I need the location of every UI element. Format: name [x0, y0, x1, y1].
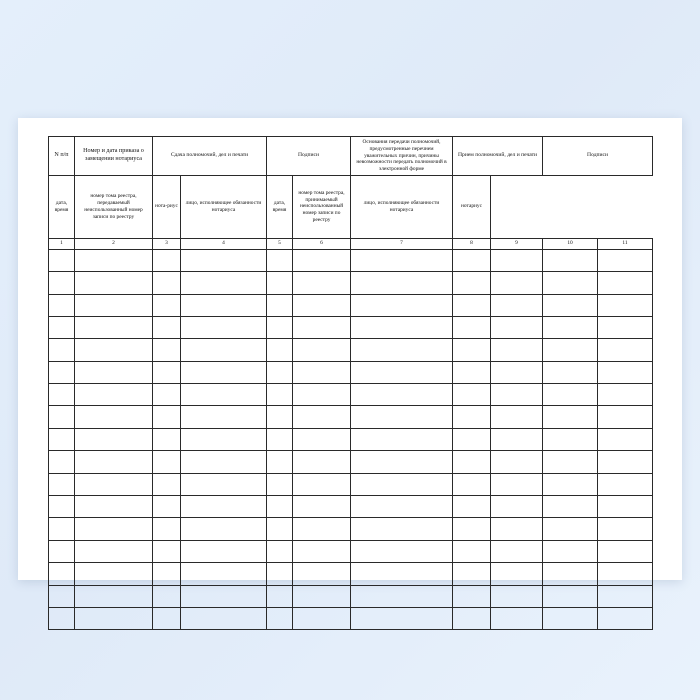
table-cell-col-2[interactable]: [75, 540, 153, 562]
document-sheet: [18, 118, 682, 580]
table-cell-col-6[interactable]: [293, 473, 351, 495]
table-cell-col-3[interactable]: [153, 518, 181, 540]
table-cell-col-1[interactable]: [49, 384, 75, 406]
table-cell-col-4[interactable]: [181, 608, 267, 630]
table-cell-col-1[interactable]: [49, 316, 75, 338]
table-cell-col-2[interactable]: [75, 473, 153, 495]
table-cell-col-7[interactable]: [351, 451, 453, 473]
table-row[interactable]: [49, 585, 653, 607]
table-cell-col-7[interactable]: [351, 428, 453, 450]
table-cell-col-8[interactable]: [453, 540, 491, 562]
table-cell-col-8[interactable]: [453, 428, 491, 450]
table-cell-col-1[interactable]: [49, 608, 75, 630]
table-cell-col-2[interactable]: [75, 339, 153, 361]
col-title-8: дата, время: [267, 175, 293, 238]
table-cell-col-9[interactable]: [491, 339, 543, 361]
table-cell-col-8[interactable]: [453, 316, 491, 338]
table-cell-col-6[interactable]: [293, 451, 351, 473]
table-cell-col-3[interactable]: [153, 339, 181, 361]
table-row[interactable]: [49, 361, 653, 383]
table-cell-col-6[interactable]: [293, 563, 351, 585]
table-cell-col-3[interactable]: [153, 473, 181, 495]
col-title-11: нотариус: [453, 175, 491, 238]
table-cell-col-2[interactable]: [75, 361, 153, 383]
table-cell-col-2[interactable]: [75, 608, 153, 630]
table-cell-col-11[interactable]: [598, 540, 653, 562]
table-cell-col-3[interactable]: [153, 361, 181, 383]
table-cell-col-2[interactable]: [75, 249, 153, 271]
col-number-5: 5: [267, 238, 293, 249]
table-cell-col-3[interactable]: [153, 384, 181, 406]
table-cell-col-1[interactable]: [49, 428, 75, 450]
table-cell-col-4[interactable]: [181, 585, 267, 607]
table-cell-col-10[interactable]: [543, 428, 598, 450]
table-cell-col-7[interactable]: [351, 339, 453, 361]
table-cell-col-4[interactable]: [181, 428, 267, 450]
table-cell-col-2[interactable]: [75, 406, 153, 428]
table-cell-col-9[interactable]: [491, 406, 543, 428]
table-cell-col-11[interactable]: [598, 518, 653, 540]
table-cell-col-9[interactable]: [491, 451, 543, 473]
table-cell-col-3[interactable]: [153, 608, 181, 630]
journal-table: [48, 136, 653, 630]
table-cell-col-1[interactable]: [49, 361, 75, 383]
table-cell-col-9[interactable]: [491, 249, 543, 271]
table-cell-col-6[interactable]: [293, 294, 351, 316]
table-cell-col-2[interactable]: [75, 563, 153, 585]
table-cell-col-7[interactable]: [351, 518, 453, 540]
table-cell-col-1[interactable]: [49, 339, 75, 361]
table-cell-col-5[interactable]: [267, 473, 293, 495]
table-cell-col-7[interactable]: [351, 361, 453, 383]
group-header-grounds: Основания передачи полномочий, предусмотренные перечнем уважительных причин, причины невозможности передать полномочий в электронной форме: [351, 137, 453, 176]
table-cell-col-5[interactable]: [267, 316, 293, 338]
column-titles-row: [49, 175, 653, 238]
table-cell-col-10[interactable]: [543, 540, 598, 562]
table-cell-col-3[interactable]: [153, 451, 181, 473]
table-cell-col-3[interactable]: [153, 428, 181, 450]
table-cell-col-10[interactable]: [543, 473, 598, 495]
table-row[interactable]: [49, 384, 653, 406]
table-cell-col-5[interactable]: [267, 406, 293, 428]
table-row[interactable]: [49, 406, 653, 428]
table-cell-col-6[interactable]: [293, 406, 351, 428]
table-cell-col-9[interactable]: [491, 473, 543, 495]
group-header-row: [49, 137, 653, 176]
table-cell-col-6[interactable]: [293, 249, 351, 271]
table-cell-col-9[interactable]: [491, 518, 543, 540]
col-title-10: лицо, исполняющее обязанности нотариуса: [351, 175, 453, 238]
table-cell-col-11[interactable]: [598, 339, 653, 361]
table-cell-col-6[interactable]: [293, 272, 351, 294]
journal-data-body: [49, 249, 653, 630]
table-cell-col-4[interactable]: [181, 339, 267, 361]
group-header-empty-left: N п/п: [49, 137, 75, 176]
col-number-2: 2: [75, 238, 153, 249]
table-cell-col-4[interactable]: [181, 384, 267, 406]
col-title-3: дата, время: [49, 175, 75, 238]
table-cell-col-8[interactable]: [453, 496, 491, 518]
col-number-1: 1: [49, 238, 75, 249]
table-cell-col-8[interactable]: [453, 384, 491, 406]
table-cell-col-1[interactable]: [49, 585, 75, 607]
table-cell-col-5[interactable]: [267, 294, 293, 316]
table-cell-col-10[interactable]: [543, 406, 598, 428]
table-cell-col-7[interactable]: [351, 406, 453, 428]
table-cell-col-6[interactable]: [293, 518, 351, 540]
col-title-9: номер тома реестра, принимаемый неиспользованный номер записи по реестру: [293, 175, 351, 238]
table-cell-col-2[interactable]: [75, 272, 153, 294]
table-cell-col-11[interactable]: [598, 406, 653, 428]
table-row[interactable]: [49, 339, 653, 361]
table-cell-col-7[interactable]: [351, 384, 453, 406]
table-cell-col-4[interactable]: [181, 316, 267, 338]
table-cell-col-6[interactable]: [293, 361, 351, 383]
table-cell-col-10[interactable]: [543, 316, 598, 338]
table-cell-col-2[interactable]: [75, 451, 153, 473]
table-cell-col-5[interactable]: [267, 540, 293, 562]
table-cell-col-6[interactable]: [293, 540, 351, 562]
table-cell-col-1[interactable]: [49, 249, 75, 271]
table-cell-col-4[interactable]: [181, 473, 267, 495]
col-number-11: 11: [598, 238, 653, 249]
col-title-4: номер тома реестра, передаваемый неиспользованный номер записи по реестру: [75, 175, 153, 238]
table-cell-col-8[interactable]: [453, 249, 491, 271]
table-cell-col-4[interactable]: [181, 361, 267, 383]
table-cell-col-11[interactable]: [598, 249, 653, 271]
col-title-5: нота-риус: [153, 175, 181, 238]
table-cell-col-5[interactable]: [267, 563, 293, 585]
journal-table-container: [48, 136, 652, 630]
table-row[interactable]: [49, 608, 653, 630]
table-cell-col-11[interactable]: [598, 496, 653, 518]
table-cell-col-3[interactable]: [153, 585, 181, 607]
table-cell-col-5[interactable]: [267, 384, 293, 406]
table-cell-col-2[interactable]: [75, 316, 153, 338]
table-cell-col-4[interactable]: [181, 563, 267, 585]
table-cell-col-2[interactable]: [75, 428, 153, 450]
table-cell-col-10[interactable]: [543, 361, 598, 383]
table-cell-col-10[interactable]: [543, 518, 598, 540]
table-cell-col-10[interactable]: [543, 272, 598, 294]
table-cell-col-7[interactable]: [351, 272, 453, 294]
table-cell-col-8[interactable]: [453, 272, 491, 294]
table-row[interactable]: [49, 294, 653, 316]
table-cell-col-5[interactable]: [267, 361, 293, 383]
table-cell-col-5[interactable]: [267, 272, 293, 294]
table-cell-col-9[interactable]: [491, 608, 543, 630]
table-cell-col-1[interactable]: [49, 518, 75, 540]
table-cell-col-9[interactable]: [491, 294, 543, 316]
table-cell-col-11[interactable]: [598, 384, 653, 406]
table-cell-col-10[interactable]: [543, 563, 598, 585]
col-number-9: 9: [491, 238, 543, 249]
col-number-6: 6: [293, 238, 351, 249]
table-cell-col-1[interactable]: [49, 406, 75, 428]
table-cell-col-2[interactable]: [75, 585, 153, 607]
table-cell-col-5[interactable]: [267, 428, 293, 450]
column-number-row: [49, 238, 653, 249]
table-cell-col-11[interactable]: [598, 585, 653, 607]
table-cell-col-3[interactable]: [153, 316, 181, 338]
table-cell-col-9[interactable]: [491, 496, 543, 518]
col-number-10: 10: [543, 238, 598, 249]
table-cell-col-1[interactable]: [49, 294, 75, 316]
table-cell-col-11[interactable]: [598, 451, 653, 473]
table-cell-col-5[interactable]: [267, 496, 293, 518]
table-cell-col-11[interactable]: [598, 473, 653, 495]
table-row[interactable]: [49, 496, 653, 518]
table-cell-col-5[interactable]: [267, 451, 293, 473]
group-header-empty-left2: Номер и дата приказа о замещении нотариуса: [75, 137, 153, 176]
table-cell-col-6[interactable]: [293, 428, 351, 450]
group-header-handover: Сдача полномочий, дел и печати: [153, 137, 267, 176]
table-cell-col-11[interactable]: [598, 316, 653, 338]
table-row[interactable]: [49, 316, 653, 338]
table-cell-col-10[interactable]: [543, 339, 598, 361]
table-cell-col-4[interactable]: [181, 518, 267, 540]
table-cell-col-9[interactable]: [491, 316, 543, 338]
table-cell-col-6[interactable]: [293, 608, 351, 630]
group-header-signatures-left: Подписи: [267, 137, 351, 176]
table-row[interactable]: [49, 518, 653, 540]
table-cell-col-7[interactable]: [351, 294, 453, 316]
col-number-7: 7: [351, 238, 453, 249]
table-cell-col-1[interactable]: [49, 563, 75, 585]
table-cell-col-11[interactable]: [598, 608, 653, 630]
table-cell-col-2[interactable]: [75, 384, 153, 406]
table-cell-col-3[interactable]: [153, 540, 181, 562]
table-cell-col-11[interactable]: [598, 361, 653, 383]
table-cell-col-5[interactable]: [267, 249, 293, 271]
table-cell-col-3[interactable]: [153, 406, 181, 428]
table-cell-col-5[interactable]: [267, 339, 293, 361]
table-cell-col-8[interactable]: [453, 406, 491, 428]
group-header-signatures-right: Подписи: [543, 137, 653, 176]
table-cell-col-7[interactable]: [351, 585, 453, 607]
table-cell-col-8[interactable]: [453, 361, 491, 383]
table-cell-col-9[interactable]: [491, 540, 543, 562]
table-cell-col-3[interactable]: [153, 496, 181, 518]
table-cell-col-10[interactable]: [543, 496, 598, 518]
table-cell-col-8[interactable]: [453, 339, 491, 361]
table-cell-col-5[interactable]: [267, 585, 293, 607]
table-row[interactable]: [49, 473, 653, 495]
table-cell-col-7[interactable]: [351, 608, 453, 630]
table-cell-col-11[interactable]: [598, 294, 653, 316]
col-number-4: 4: [181, 238, 267, 249]
table-cell-col-1[interactable]: [49, 473, 75, 495]
table-cell-col-3[interactable]: [153, 563, 181, 585]
col-number-8: 8: [453, 238, 491, 249]
table-cell-col-2[interactable]: [75, 294, 153, 316]
table-cell-col-1[interactable]: [49, 451, 75, 473]
table-row[interactable]: [49, 540, 653, 562]
group-header-acceptance: Прием полномочий, дел и печати: [453, 137, 543, 176]
table-cell-col-4[interactable]: [181, 406, 267, 428]
table-cell-col-8[interactable]: [453, 473, 491, 495]
table-cell-col-4[interactable]: [181, 496, 267, 518]
table-cell-col-10[interactable]: [543, 585, 598, 607]
table-cell-col-10[interactable]: [543, 608, 598, 630]
table-cell-col-1[interactable]: [49, 496, 75, 518]
table-cell-col-9[interactable]: [491, 585, 543, 607]
table-cell-col-9[interactable]: [491, 428, 543, 450]
table-cell-col-6[interactable]: [293, 384, 351, 406]
table-cell-col-8[interactable]: [453, 294, 491, 316]
table-cell-col-7[interactable]: [351, 473, 453, 495]
table-cell-col-10[interactable]: [543, 294, 598, 316]
table-row[interactable]: [49, 272, 653, 294]
table-cell-col-6[interactable]: [293, 316, 351, 338]
table-cell-col-4[interactable]: [181, 294, 267, 316]
table-cell-col-2[interactable]: [75, 518, 153, 540]
table-row[interactable]: [49, 451, 653, 473]
table-cell-col-3[interactable]: [153, 249, 181, 271]
table-cell-col-6[interactable]: [293, 339, 351, 361]
table-row[interactable]: [49, 249, 653, 271]
table-cell-col-11[interactable]: [598, 563, 653, 585]
table-cell-col-5[interactable]: [267, 608, 293, 630]
table-cell-col-8[interactable]: [453, 451, 491, 473]
table-cell-col-7[interactable]: [351, 496, 453, 518]
table-cell-col-8[interactable]: [453, 585, 491, 607]
table-cell-col-9[interactable]: [491, 361, 543, 383]
col-title-6: лицо, исполняющее обязанности нотариуса: [181, 175, 267, 238]
table-cell-col-6[interactable]: [293, 585, 351, 607]
table-cell-col-10[interactable]: [543, 249, 598, 271]
table-row[interactable]: [49, 428, 653, 450]
table-cell-col-9[interactable]: [491, 272, 543, 294]
table-cell-col-7[interactable]: [351, 249, 453, 271]
table-cell-col-5[interactable]: [267, 518, 293, 540]
table-cell-col-4[interactable]: [181, 272, 267, 294]
table-cell-col-1[interactable]: [49, 540, 75, 562]
table-cell-col-4[interactable]: [181, 249, 267, 271]
table-cell-col-7[interactable]: [351, 540, 453, 562]
table-cell-col-8[interactable]: [453, 563, 491, 585]
table-cell-col-2[interactable]: [75, 496, 153, 518]
table-cell-col-10[interactable]: [543, 384, 598, 406]
table-cell-col-10[interactable]: [543, 451, 598, 473]
table-cell-col-4[interactable]: [181, 540, 267, 562]
table-row[interactable]: [49, 563, 653, 585]
table-cell-col-9[interactable]: [491, 563, 543, 585]
table-cell-col-1[interactable]: [49, 272, 75, 294]
table-cell-col-11[interactable]: [598, 428, 653, 450]
col-number-3: 3: [153, 238, 181, 249]
table-cell-col-11[interactable]: [598, 272, 653, 294]
table-cell-col-9[interactable]: [491, 384, 543, 406]
table-cell-col-7[interactable]: [351, 563, 453, 585]
table-cell-col-3[interactable]: [153, 294, 181, 316]
table-cell-col-3[interactable]: [153, 272, 181, 294]
table-cell-col-7[interactable]: [351, 316, 453, 338]
table-cell-col-4[interactable]: [181, 451, 267, 473]
table-cell-col-6[interactable]: [293, 496, 351, 518]
table-cell-col-8[interactable]: [453, 608, 491, 630]
table-cell-col-8[interactable]: [453, 518, 491, 540]
